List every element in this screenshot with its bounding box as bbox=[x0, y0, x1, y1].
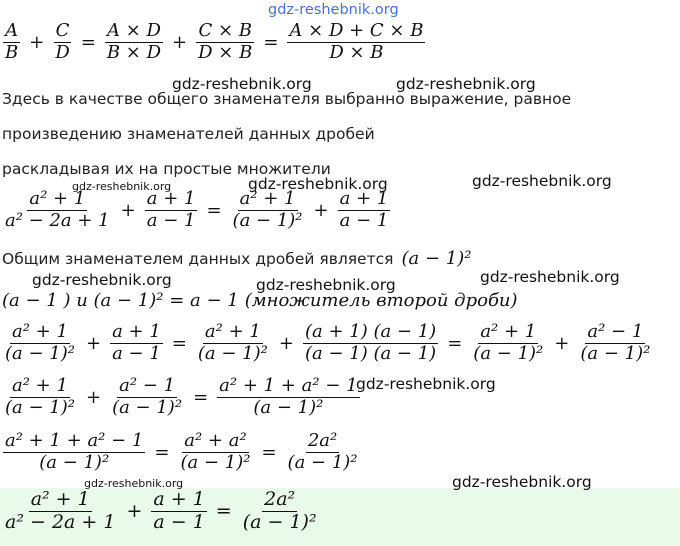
watermark: gdz-reshebnik.org bbox=[32, 271, 172, 289]
fraction: $\frac{\text{a² + a²}}{\text{(a − 1)²}}$ bbox=[180, 430, 251, 473]
fraction: $\frac{C}{D}$ bbox=[55, 20, 70, 63]
text-line: Здесь в качестве общего знаменателя выбранно выражение, равное bbox=[2, 90, 572, 108]
fraction: $\frac{A \times D + C \times B}{D \times B}$ bbox=[289, 20, 424, 63]
fraction: $\frac{\text{a² + 1}}{\text{(a − 1)²}}$ bbox=[5, 321, 75, 364]
fraction: $\frac{\text{a² + 1}}{\text{a² − 2a + 1}}$ bbox=[5, 488, 116, 533]
watermark: gdz-reshebnik.org bbox=[268, 2, 399, 18]
equation-row-3: $\frac{\text{a² + 1}}{\text{(a − 1)²}}$ + $\frac{a + 1}{a - 1}$ = $\frac{\text{a² + 1}}{\text{(a − 1)²}}$ + $\frac{(a + 1) (a - 1)}{(a - 1) (a - 1)}$ = $\frac{\text{a² + 1}}{\text{(a − 1)²}}$ + $\frac{\text{a² − 1}}{\text{(a − 1)²}}$ bbox=[5, 321, 651, 364]
fraction: $\frac{a + 1}{a - 1}$ bbox=[153, 488, 205, 533]
fraction: $\frac{A}{B}$ bbox=[5, 20, 19, 63]
equation-row-1: $\frac{A}{B}$ + $\frac{C}{D}$ = $\frac{A \times D}{B \times D}$ + $\frac{C \times B}{D \times B}$ = $\frac{A \times D + C \times B}{D \times B}$ bbox=[5, 20, 424, 63]
fraction: $\frac{\text{a² + 1 + a² − 1}}{\text{(a − 1)²}}$ bbox=[219, 375, 358, 418]
fraction: $\frac{A \times D}{B \times D}$ bbox=[106, 20, 162, 63]
equation-row-2: $\frac{\text{a² + 1}}{\text{a² − 2a + 1}}$ + $\frac{a + 1}{a - 1}$ = $\frac{\text{a² + 1}}{\text{(a − 1)²}}$ + $\frac{a + 1}{a - 1}$ bbox=[5, 188, 389, 231]
watermark: gdz-reshebnik.org bbox=[396, 75, 536, 93]
fraction: $\frac{\text{a² + 1}}{\text{a² − 2a + 1}}$ bbox=[5, 188, 110, 231]
fraction: $\frac{C \times B}{D \times B}$ bbox=[198, 20, 253, 63]
text-line: Общим знаменателем данных дробей является bbox=[2, 250, 394, 268]
watermark: gdz-reshebnik.org bbox=[472, 172, 612, 190]
fraction: $\frac{\text{a² + 1 + a² − 1}}{\text{(a − 1)²}}$ bbox=[5, 430, 144, 473]
equation-row-5: $\frac{\text{a² + 1 + a² − 1}}{\text{(a − 1)²}}$ = $\frac{\text{a² + a²}}{\text{(a − 1)²}}$ = $\frac{\text{2a²}}{\text{(a − 1)²}}$ bbox=[5, 430, 358, 473]
watermark: gdz-reshebnik.org bbox=[356, 375, 496, 393]
fraction: $\frac{\text{a² − 1}}{\text{(a − 1)²}}$ bbox=[580, 321, 651, 364]
fraction: $\frac{a + 1}{a - 1}$ bbox=[112, 321, 161, 364]
watermark: gdz-reshebnik.org bbox=[248, 175, 388, 193]
fraction: $\frac{\text{a² − 1}}{\text{(a − 1)²}}$ bbox=[112, 375, 183, 418]
math-expression: (a − 1)² bbox=[401, 248, 472, 269]
fraction: $\frac{\text{2a²}}{\text{(a − 1)²}}$ bbox=[287, 430, 358, 473]
result-equation: $\frac{\text{a² + 1}}{\text{a² − 2a + 1}}$ + $\frac{a + 1}{a - 1}$ = $\frac{\text{2a²}}{\text{(a − 1)²}}$ bbox=[5, 488, 317, 533]
watermark: gdz-reshebnik.org bbox=[172, 75, 312, 93]
fraction: $\frac{a + 1}{a - 1}$ bbox=[146, 188, 196, 231]
text-line: раскладывая их на простые множители bbox=[2, 160, 331, 178]
watermark: gdz-reshebnik.org bbox=[84, 477, 184, 490]
watermark: gdz-reshebnik.org bbox=[72, 180, 172, 193]
watermark: gdz-reshebnik.org bbox=[452, 473, 592, 491]
common-denominator-line bbox=[2, 248, 471, 269]
fraction: $\frac{\text{a² + 1}}{\text{(a − 1)²}}$ bbox=[232, 188, 303, 231]
fraction: $\frac{\text{a² + 1}}{\text{(a − 1)²}}$ bbox=[473, 321, 544, 364]
equation-row-4: $\frac{\text{a² + 1}}{\text{(a − 1)²}}$ + $\frac{\text{a² − 1}}{\text{(a − 1)²}}$ = $\frac{\text{a² + 1 + a² − 1}}{\text{(a − 1)²}}$ bbox=[5, 375, 358, 418]
fraction: $\frac{a + 1}{a - 1}$ bbox=[339, 188, 389, 231]
factor-line: (a − 1 ) и (a − 1)² = a − 1 (множитель второй дроби) bbox=[2, 290, 518, 311]
text-line: произведению знаменателей данных дробей bbox=[2, 125, 375, 143]
fraction: $\frac{\text{a² + 1}}{\text{(a − 1)²}}$ bbox=[197, 321, 268, 364]
fraction: $\frac{\text{a² + 1}}{\text{(a − 1)²}}$ bbox=[5, 375, 75, 418]
fraction: $\frac{(a + 1) (a - 1)}{(a - 1) (a - 1)}$ bbox=[304, 321, 437, 364]
watermark: gdz-reshebnik.org bbox=[256, 276, 396, 294]
watermark: gdz-reshebnik.org bbox=[480, 268, 620, 286]
fraction: $\frac{\text{2a²}}{\text{(a − 1)²}}$ bbox=[242, 488, 317, 533]
